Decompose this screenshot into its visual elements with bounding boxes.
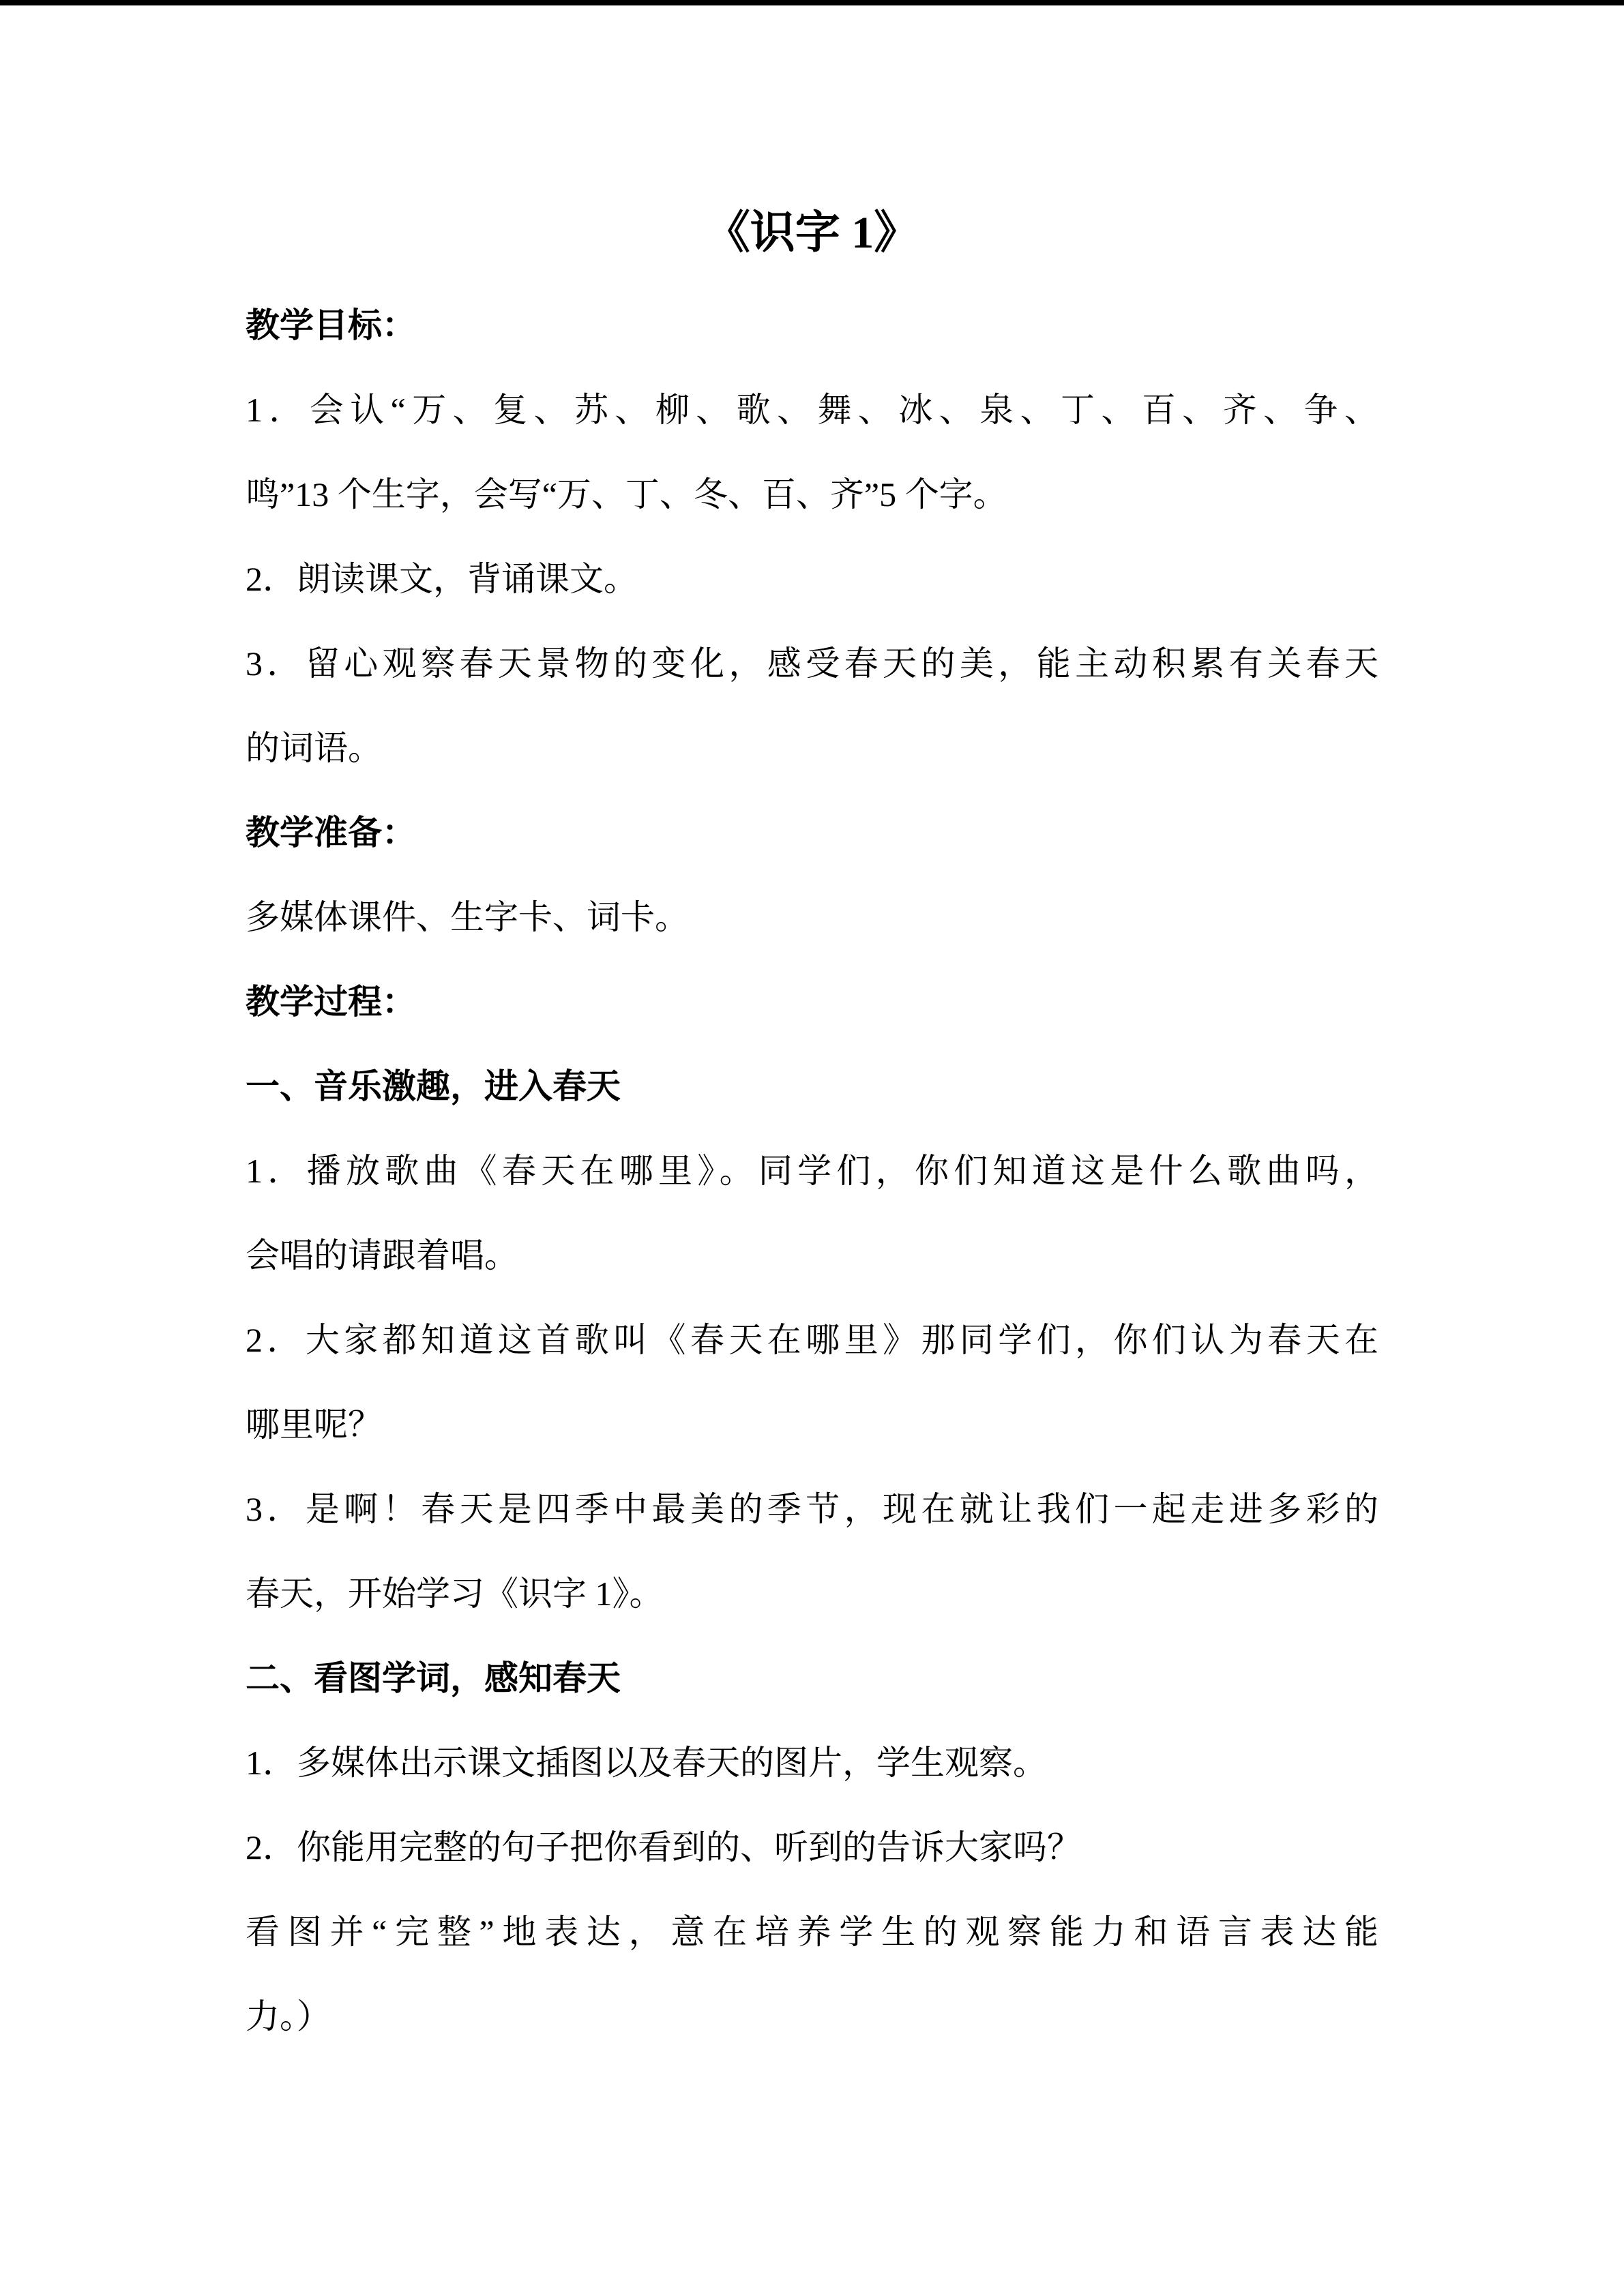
- section1-step1-line-2: 会唱的请跟着唱。: [246, 1236, 518, 1274]
- section1-step3-line-1: 3．是啊！春天是四季中最美的季节，现在就让我们一起走进多彩的: [246, 1490, 1378, 1528]
- section2-step1: 1．多媒体出示课文插图以及春天的图片，学生观察。: [246, 1744, 1047, 1782]
- preparation-text: 多媒体课件、生字卡、词卡。: [246, 898, 689, 936]
- section2-note-line-2: 力。）: [246, 1997, 331, 2036]
- document-content: [0, 208, 1624, 2059]
- heading-teaching-preparation: 教学准备：: [246, 814, 416, 852]
- page-top-border: [0, 0, 1624, 5]
- section1-step2-line-1: 2．大家都知道这首歌叫《春天在哪里》那同学们，你们认为春天在: [246, 1321, 1378, 1359]
- section2-note-line-1: 看图并“完整”地表达，意在培养学生的观察能力和语言表达能: [246, 1913, 1378, 1951]
- goal-3-line-2: 的词语。: [246, 729, 382, 767]
- doc-title: 《识字 1》: [705, 208, 919, 258]
- goal-3-line-1: 3．留心观察春天景物的变化，感受春天的美，能主动积累有关春天: [246, 644, 1378, 683]
- heading-section-1: 一、音乐激趣，进入春天: [246, 1067, 621, 1105]
- section1-step1-line-1: 1．播放歌曲《春天在哪里》。同学们，你们知道这是什么歌曲吗，: [246, 1152, 1378, 1190]
- section2-step2: 2．你能用完整的句子把你看到的、听到的告诉大家吗？: [246, 1828, 1081, 1866]
- goal-1-line-2: 鸣”13 个生字，会写“万、丁、冬、百、齐”5 个字。: [246, 475, 1007, 513]
- heading-section-2: 二、看图学词，感知春天: [246, 1659, 621, 1697]
- section1-step2-line-2: 哪里呢？: [246, 1405, 382, 1444]
- section1-step3-line-2: 春天，开始学习《识字 1》。: [246, 1575, 664, 1613]
- goal-2: 2．朗读课文，背诵课文。: [246, 560, 638, 598]
- heading-teaching-goals: 教学目标：: [246, 306, 416, 344]
- goal-1-line-1: 1．会认“万、复、苏、柳、歌、舞、冰、泉、丁、百、齐、争、: [246, 391, 1378, 429]
- heading-teaching-process: 教学过程：: [246, 983, 416, 1021]
